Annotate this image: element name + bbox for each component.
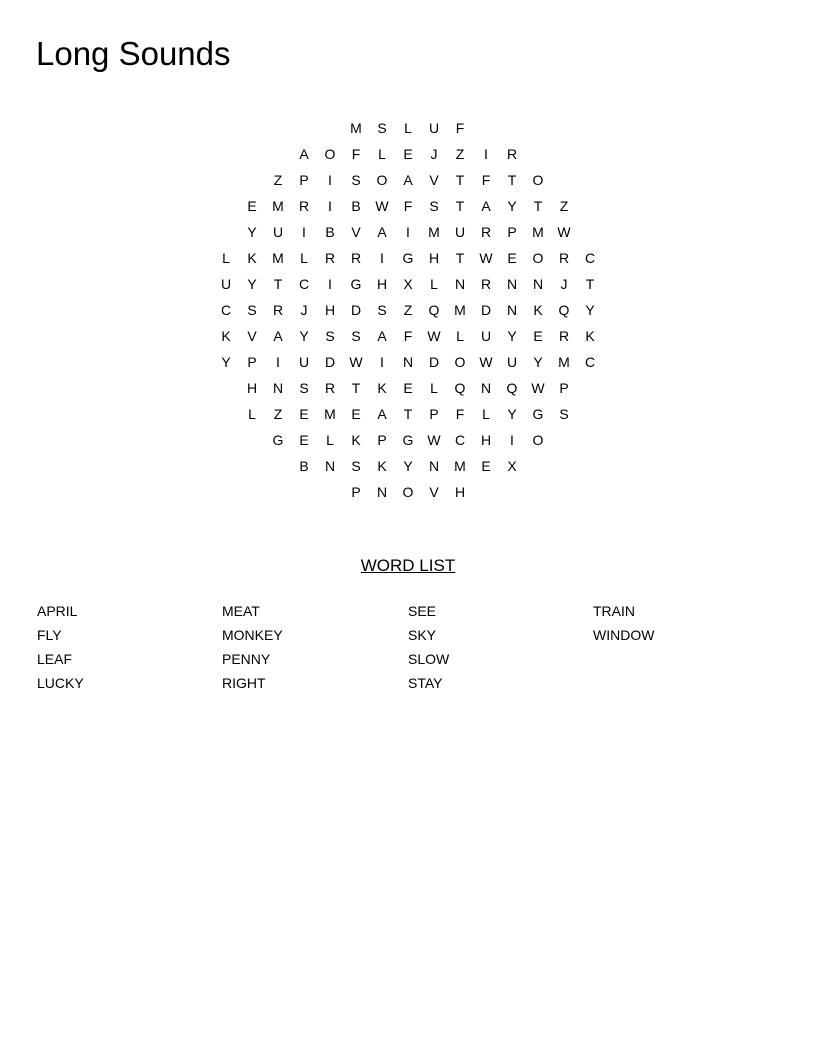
grid-letter: T [273, 276, 283, 292]
grid-letter: D [324, 354, 336, 370]
grid-letter: O [532, 250, 544, 266]
grid-letter: Y [403, 458, 413, 474]
grid-letter: V [247, 328, 257, 344]
grid-letter: U [506, 354, 518, 370]
grid-letter: G [350, 276, 362, 292]
grid-letter: T [533, 198, 543, 214]
grid-letter: N [376, 484, 388, 500]
grid-letter: C [220, 302, 232, 318]
grid-letter: M [272, 250, 284, 266]
grid-letter: V [429, 484, 439, 500]
grid-letter: T [585, 276, 595, 292]
word-list-item: FLY [37, 627, 62, 643]
grid-letter: I [328, 198, 332, 214]
grid-letter: L [404, 120, 412, 136]
word-list-item: STAY [408, 675, 443, 691]
grid-row [0, 245, 816, 271]
grid-letter: H [376, 276, 388, 292]
grid-letter: D [428, 354, 440, 370]
grid-letter: S [351, 328, 361, 344]
grid-letter: O [324, 146, 336, 162]
grid-letter: Q [558, 302, 570, 318]
grid-letter: U [298, 354, 310, 370]
grid-letter: X [403, 276, 413, 292]
word-list-heading: WORD LIST [360, 556, 456, 575]
grid-letter: M [454, 302, 466, 318]
grid-letter: R [350, 250, 362, 266]
grid-row [0, 115, 816, 141]
grid-letter: U [454, 224, 466, 240]
grid-letter: H [428, 250, 440, 266]
grid-letter: I [406, 224, 410, 240]
word-list-item: LUCKY [37, 675, 84, 691]
grid-letter: P [247, 354, 257, 370]
grid-letter: Y [507, 328, 517, 344]
grid-letter: T [455, 198, 465, 214]
grid-letter: Z [273, 172, 283, 188]
grid-letter: O [532, 432, 544, 448]
word-list-item: TRAIN [593, 603, 635, 619]
grid-letter: V [429, 172, 439, 188]
grid-letter: T [351, 380, 361, 396]
grid-letter: A [377, 406, 387, 422]
grid-letter: N [272, 380, 284, 396]
grid-letter: A [273, 328, 283, 344]
grid-letter: K [351, 432, 361, 448]
grid-letter: H [454, 484, 466, 500]
grid-letter: Z [455, 146, 465, 162]
grid-letter: W [531, 380, 545, 396]
grid-letter: P [377, 432, 387, 448]
grid-letter: G [402, 432, 414, 448]
grid-letter: N [402, 354, 414, 370]
grid-row [0, 479, 816, 505]
grid-letter: L [430, 380, 438, 396]
grid-letter: M [428, 224, 440, 240]
grid-letter: F [455, 120, 465, 136]
grid-letter: Q [506, 380, 518, 396]
grid-letter: W [479, 250, 493, 266]
grid-letter: S [559, 406, 569, 422]
grid-row [0, 141, 816, 167]
grid-letter: E [403, 380, 413, 396]
grid-letter: G [272, 432, 284, 448]
grid-letter: E [351, 406, 361, 422]
grid-letter: S [429, 198, 439, 214]
grid-letter: S [247, 302, 257, 318]
grid-letter: M [454, 458, 466, 474]
grid-letter: R [324, 380, 336, 396]
word-list-item: MEAT [222, 603, 260, 619]
word-list-item: SLOW [408, 651, 450, 667]
grid-letter: T [403, 406, 413, 422]
grid-letter: B [299, 458, 309, 474]
grid-letter: B [351, 198, 361, 214]
grid-letter: R [480, 224, 492, 240]
grid-letter: F [455, 406, 465, 422]
grid-letter: E [299, 432, 309, 448]
grid-letter: I [510, 432, 514, 448]
grid-letter: U [220, 276, 232, 292]
grid-letter: Q [428, 302, 440, 318]
grid-letter: W [349, 354, 363, 370]
grid-letter: Y [533, 354, 543, 370]
grid-row [0, 271, 816, 297]
grid-letter: C [584, 250, 596, 266]
grid-letter: E [299, 406, 309, 422]
grid-letter: N [532, 276, 544, 292]
grid-row [0, 297, 816, 323]
grid-letter: M [558, 354, 570, 370]
grid-letter: C [584, 354, 596, 370]
grid-letter: R [506, 146, 518, 162]
grid-letter: K [377, 380, 387, 396]
grid-letter: D [350, 302, 362, 318]
grid-row [0, 453, 816, 479]
grid-letter: S [377, 302, 387, 318]
grid-row [0, 193, 816, 219]
grid-letter: E [403, 146, 413, 162]
grid-letter: Y [221, 354, 231, 370]
grid-letter: Y [247, 224, 257, 240]
grid-letter: I [380, 354, 384, 370]
grid-letter: E [533, 328, 543, 344]
grid-letter: N [324, 458, 336, 474]
grid-letter: B [325, 224, 335, 240]
grid-letter: P [299, 172, 309, 188]
page-title: Long Sounds [36, 35, 231, 72]
grid-letter: I [276, 354, 280, 370]
grid-letter: Z [403, 302, 413, 318]
grid-row [0, 167, 816, 193]
word-list-item: WINDOW [593, 627, 655, 643]
grid-letter: I [328, 172, 332, 188]
word-list-item: MONKEY [222, 627, 283, 643]
grid-letter: N [506, 276, 518, 292]
grid-letter: J [560, 276, 568, 292]
grid-letter: U [480, 328, 492, 344]
grid-letter: S [299, 380, 309, 396]
grid-letter: M [350, 120, 362, 136]
word-list-item: APRIL [37, 603, 78, 619]
grid-letter: F [403, 328, 413, 344]
grid-letter: O [454, 354, 466, 370]
grid-letter: K [247, 250, 257, 266]
grid-letter: R [324, 250, 336, 266]
grid-letter: F [481, 172, 491, 188]
grid-letter: R [272, 302, 284, 318]
grid-letter: V [351, 224, 361, 240]
grid-letter: M [324, 406, 336, 422]
grid-letter: C [298, 276, 310, 292]
word-list-item: SEE [408, 603, 437, 619]
word-list-item: LEAF [37, 651, 73, 667]
grid-letter: I [302, 224, 306, 240]
grid-row [0, 323, 816, 349]
grid-letter: T [455, 172, 465, 188]
grid-letter: F [351, 146, 361, 162]
word-list-item: PENNY [222, 651, 271, 667]
grid-letter: P [351, 484, 361, 500]
grid-row [0, 375, 816, 401]
grid-letter: M [532, 224, 544, 240]
grid-letter: K [377, 458, 387, 474]
grid-letter: H [246, 380, 258, 396]
grid-letter: I [484, 146, 488, 162]
grid-letter: G [402, 250, 414, 266]
grid-letter: O [402, 484, 414, 500]
grid-letter: S [351, 172, 361, 188]
grid-letter: E [247, 198, 257, 214]
grid-letter: W [375, 198, 389, 214]
grid-letter: Y [299, 328, 309, 344]
grid-letter: L [430, 276, 438, 292]
grid-letter: O [376, 172, 388, 188]
grid-letter: W [427, 328, 441, 344]
grid-row [0, 401, 816, 427]
grid-letter: U [272, 224, 284, 240]
grid-letter: S [351, 458, 361, 474]
grid-letter: Y [507, 406, 517, 422]
grid-letter: L [326, 432, 334, 448]
grid-letter: P [559, 380, 569, 396]
grid-letter: K [221, 328, 231, 344]
grid-letter: M [272, 198, 284, 214]
grid-letter: W [427, 432, 441, 448]
grid-letter: K [585, 328, 595, 344]
grid-letter: H [324, 302, 336, 318]
grid-letter: J [300, 302, 308, 318]
grid-letter: K [533, 302, 543, 318]
grid-row [0, 219, 816, 245]
grid-letter: L [300, 250, 308, 266]
grid-letter: A [377, 328, 387, 344]
grid-letter: N [506, 302, 518, 318]
grid-letter: L [222, 250, 230, 266]
grid-letter: L [456, 328, 464, 344]
grid-letter: C [454, 432, 466, 448]
grid-row [0, 349, 816, 375]
grid-letter: Y [585, 302, 595, 318]
grid-letter: P [429, 406, 439, 422]
grid-letter: Y [507, 198, 517, 214]
grid-letter: D [480, 302, 492, 318]
grid-letter: G [532, 406, 544, 422]
grid-letter: F [403, 198, 413, 214]
grid-letter: J [430, 146, 438, 162]
word-list-item: RIGHT [222, 675, 266, 691]
grid-letter: A [377, 224, 387, 240]
grid-letter: Z [559, 198, 569, 214]
grid-letter: W [557, 224, 571, 240]
grid-letter: L [378, 146, 386, 162]
grid-letter: L [248, 406, 256, 422]
word-list-item: SKY [408, 627, 437, 643]
grid-letter: H [480, 432, 492, 448]
grid-letter: S [325, 328, 335, 344]
grid-letter: E [481, 458, 491, 474]
grid-letter: N [428, 458, 440, 474]
grid-letter: P [507, 224, 517, 240]
grid-letter: Q [454, 380, 466, 396]
grid-row [0, 427, 816, 453]
letter-grid [0, 0, 816, 520]
grid-letter: W [479, 354, 493, 370]
grid-letter: S [377, 120, 387, 136]
grid-letter: E [507, 250, 517, 266]
grid-letter: A [403, 172, 413, 188]
grid-letter: X [507, 458, 517, 474]
grid-letter: T [455, 250, 465, 266]
grid-letter: A [299, 146, 309, 162]
grid-letter: A [481, 198, 491, 214]
grid-letter: N [454, 276, 466, 292]
grid-letter: R [558, 250, 570, 266]
grid-letter: R [558, 328, 570, 344]
grid-letter: L [482, 406, 490, 422]
grid-letter: I [328, 276, 332, 292]
grid-letter: N [480, 380, 492, 396]
grid-letter: R [480, 276, 492, 292]
grid-letter: Y [247, 276, 257, 292]
grid-letter: Z [273, 406, 283, 422]
grid-letter: I [380, 250, 384, 266]
grid-letter: R [298, 198, 310, 214]
grid-letter: O [532, 172, 544, 188]
grid-letter: T [507, 172, 517, 188]
grid-letter: U [428, 120, 440, 136]
